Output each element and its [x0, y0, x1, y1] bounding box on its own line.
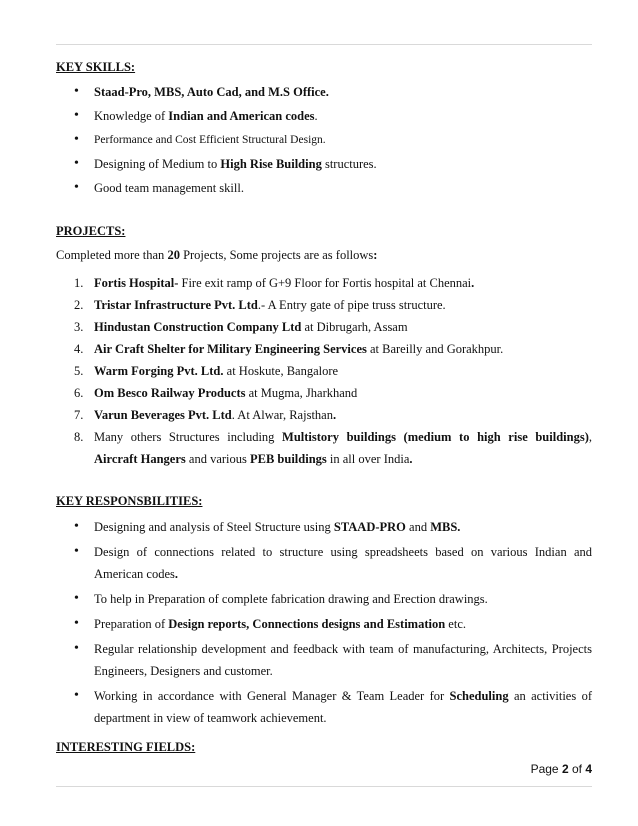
- list-item: • Knowledge of Indian and American codes.: [56, 104, 592, 128]
- list-item: • Design of connections related to structure using spreadsheets based on various Indian and American codes.: [56, 541, 592, 585]
- list-item: 6. Om Besco Railway Products at Mugma, Jharkhand: [74, 386, 358, 400]
- list-item: • Performance and Cost Efficient Structural Design.: [56, 128, 592, 152]
- list-item: • Regular relationship development and feedback with team of manufacturing, Architects, Projects Engineers, Designers and customer.: [56, 638, 592, 682]
- list-item: • Preparation of Design reports, Connections designs and Estimation etc.: [56, 613, 592, 635]
- top-divider: [56, 44, 592, 45]
- projects-list: [56, 272, 592, 470]
- responsibilities-list: [56, 516, 592, 732]
- list-item: • Designing and analysis of Steel Structure using STAAD-PRO and MBS.: [56, 516, 592, 538]
- bottom-divider: [56, 786, 592, 787]
- key-skills-heading: KEY SKILLS:: [56, 60, 136, 74]
- list-item: • Working in accordance with General Manager & Team Leader for Scheduling an activities of department in view of teamwork achievement.: [56, 685, 592, 729]
- key-skills-list: [56, 80, 592, 200]
- projects-intro: Completed more than 20 Projects, Some projects are as follows:: [56, 248, 378, 262]
- list-item: • To help in Preparation of complete fabrication drawing and Erection drawings.: [56, 588, 592, 610]
- responsibilities-heading: KEY RESPONSBILITIES:: [56, 494, 203, 508]
- list-item: 7. Varun Beverages Pvt. Ltd. At Alwar, Rajsthan.: [74, 408, 337, 422]
- interesting-fields-heading: INTERESTING FIELDS:: [56, 740, 196, 754]
- page-number: Page 2 of 4: [530, 762, 592, 776]
- list-item: 1. Fortis Hospital- Fire exit ramp of G+9 Floor for Fortis hospital at Chennai.: [74, 276, 475, 290]
- list-item: 2. Tristar Infrastructure Pvt. Ltd.- A Entry gate of pipe truss structure.: [74, 298, 446, 312]
- list-item: • Staad-Pro, MBS, Auto Cad, and M.S Office.: [56, 80, 592, 104]
- list-item: 8. Many others Structures including Multistory buildings (medium to high rise buildings), Aircraft Hangers and various PEB buildings in all over India.: [74, 430, 592, 466]
- list-item: 5. Warm Forging Pvt. Ltd. at Hoskute, Bangalore: [74, 364, 339, 378]
- list-item: 4. Air Craft Shelter for Military Engineering Services at Bareilly and Gorakhpur.: [74, 342, 504, 356]
- list-item: • Good team management skill.: [56, 176, 592, 200]
- projects-heading: PROJECTS:: [56, 224, 126, 238]
- list-item: • Designing of Medium to High Rise Building structures.: [56, 152, 592, 176]
- list-item: 3. Hindustan Construction Company Ltd at Dibrugarh, Assam: [74, 320, 408, 334]
